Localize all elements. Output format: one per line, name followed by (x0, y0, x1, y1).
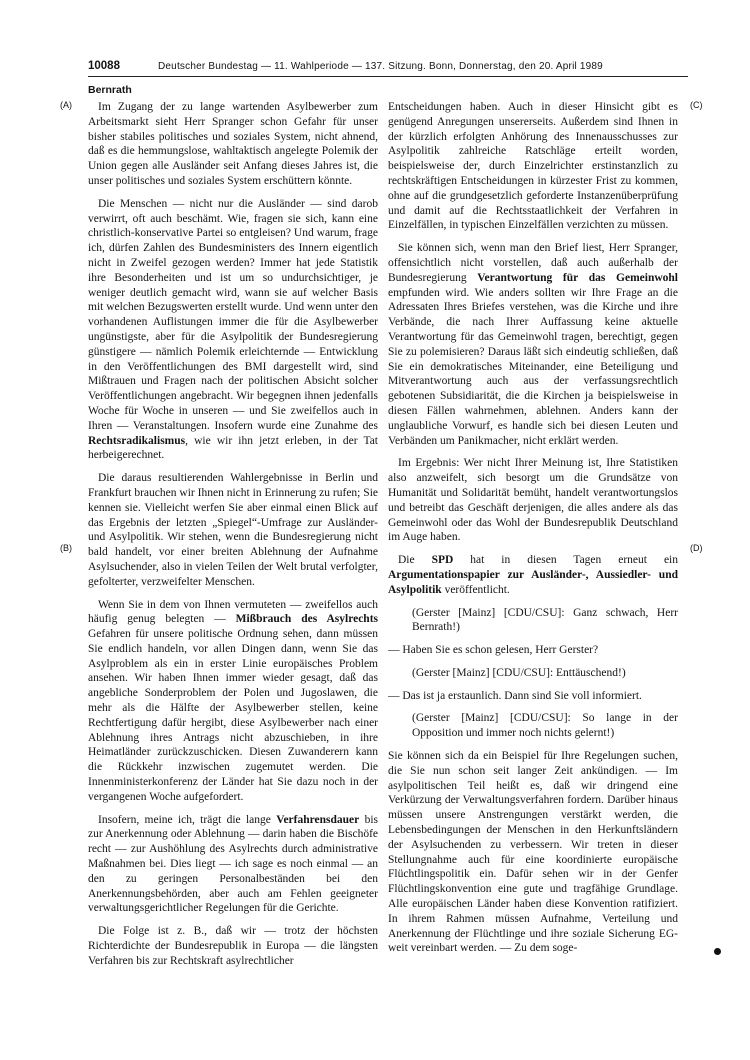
bold-term: Argumentationspapier zur Ausländer-, Aussiedler- und Asylpolitik (388, 568, 678, 596)
page-header (88, 60, 688, 77)
right-column (388, 100, 678, 964)
paragraph: Sie können sich, wenn man den Brief liest, Herr Spranger, offensichtlich nicht vorstellen, daß auch außerhalb der Bundesregierung Verantwortung für das Gemeinwohl empfunden wird. Wie anders sollten wir Ihre Frage an die Adressaten Ihres Briefes verstehen, was die Kirche und ihre Verbände, die nach Ihrer Auffassung keine aktuelle Verantwortung für das Gemeinwohl tragen, berechtigt, gegen Sie zu polemisieren? Daraus läßt sich eindeutig schließen, daß Sie ein demokratisches Miteinander, eine Beteiligung und Mitverantwortung auch aus der verfassungsrechtlich gebotenen Subsidiarität, die die Kirchen ja beispielsweise in diesen Fällen wahrnehmen, ablehnen. Anders kann der unglaubliche Vorwurf, es handle sich bei diesen Leuten und Verbänden um Panikmacher, nicht erklärt werden. (388, 242, 678, 447)
bold-term: Mißbrauch des Asylrechts (235, 613, 378, 626)
running-title: Deutscher Bundestag — 11. Wahlperiode — 137. Sitzung. Bonn, Donnerstag, den 20. April 1989 (158, 61, 603, 72)
paragraph: Insofern, meine ich, trägt die lange Verfahrensdauer bis zur Anerkennung oder Ablehnung — darin haben die Bischöfe recht — zur Aushöhlung des Asylrechts durch administrative Maßnahmen bei. Dies liegt — ich sage es noch einmal — an den zu geringen Personalbeständen bei den Anerkennungsbehörden, aber auch am Fehlen geeigneter verwaltungsgerichtlicher Regelungen für die Gerichte. (88, 813, 379, 915)
bold-term: Verfahrensdauer (276, 813, 360, 826)
page-number: 10088 (88, 60, 120, 72)
paragraph: Entscheidungen haben. Auch in dieser Hinsicht gibt es genügend Anregungen unsererseits. Außerdem sind Ihnen in der kürzlich erfolgten Anhörung des Innenausschusses zur Asylpolitik zahlreiche Ratschläge erteilt worden, beispielsweise der, durch Einzelrichter erstinstanzlich zu rechtskräftigen Entscheidungen in kürzester Frist zu kommen, ohne auf die grundgesetzlich geforderte Instanzenüberprüfung und damit auf die Rechtsstaatlichkeit der Verfahren in Einzelfällen, in typischen Einzelfällen verzichten zu müssen. (388, 101, 678, 232)
reply: — Das ist ja erstaunlich. Dann sind Sie voll informiert. (388, 689, 642, 702)
paragraph: Im Ergebnis: Wer nicht Ihrer Meinung ist, Ihre Statistiken also anzweifelt, sich besorgt um die Grundsätze von Humanität und Solidarität bemüht, handelt verantwortungslos und betreibt das Geschäft derjenigen, die alles andere als das Gemeinwohl oder das Wohl der Bundesrepublik Deutschland im Auge haben. (388, 457, 678, 544)
paragraph: Im Zugang der zu lange wartenden Asylbewerber zum Arbeitsmarkt sieht Herr Spranger schon Gefahr für unser bisher stabiles politisches und soziales System, nicht ahnend, daß es die hemmungslose, wahltaktisch angelegte Polemik der Union gegen alle Ausländer seit Anfang dieses Jahres ist, die unser politisches und soziales System erschüttern könnte. (88, 101, 378, 187)
margin-mark-c: (C) (690, 100, 703, 110)
paragraph: Die Menschen — nicht nur die Ausländer — sind darob verwirrt, oft auch beschämt. Wie, fragen sie sich, kann eine christlich-konservative Partei so entgleisen? Und warum, frage ich, dürfen Zahlen des Bundesministers des Innern eigentlich nicht in Zweifel gezogen werden? Immer hat jede Statistik ihre Besonderheiten und ist um so undurchsichtiger, je weniger deutlich gemacht wird, wann sie auf welcher Basis mit welchen Bezugswerten erstellt wurde. Und wenn unter den vorhandenen Auflistungen immer die für die Asylbewerber ungünstigste, aber für die Asylpolitik der Bundesregierung günstigere — nämlich Polemik erleichternde — Entwicklung in den Veröffentlichungen des BMI dargestellt wird, sind Mißtrauen und Fragen nach der politischen Absicht solcher Veröffentlichungen angebracht. Wir begegnen ihnen jedenfalls Woche für Woche in unseren — und Sie zweifellos auch in Ihren — Veranstaltungen. Insofern wurde eine Zunahme des Rechtsradikalismus, wie wir ihn jetzt erleben, in der Tat herbeigerechnet. (88, 197, 378, 462)
paragraph: Die Folge ist z. B., daß wir — trotz der höchsten Richterdichte der Bundesrepublik in Europa — die längsten Verfahren bis zur Rechtskraft asylrechtlicher (88, 925, 378, 967)
left-column (88, 100, 378, 977)
paragraph: Die daraus resultierenden Wahlergebnisse in Berlin und Frankfurt brauchen wir Ihnen nicht in Erinnerung zu rufen; Sie kennen sie. Vielleicht werfen Sie aber einmal einen Blick auf das Ergebnis der letzten „Spiegel“-Umfrage zur Ausländer- und Asylpolitik. Wir stehen, wenn die Bundesregierung nicht bald handelt, vor einer breiten Ablehnung der Aufnahme Asylsuchender, also in vielen Teilen der Welt brutal verfolgter, gefolterter, verzweifelter Menschen. (88, 472, 378, 588)
bold-term: Verantwortung für das Gemeinwohl (477, 271, 678, 284)
interjection: (Gerster [Mainz] [CDU/CSU]: Enttäuschend!) (412, 666, 626, 679)
interjection: (Gerster [Mainz] [CDU/CSU]: Ganz schwach, Herr Bernrath!) (412, 606, 678, 634)
speaker-name: Bernrath (88, 84, 132, 96)
margin-mark-b: (B) (60, 543, 72, 553)
margin-mark-a: (A) (60, 100, 72, 110)
margin-mark-d: (D) (690, 543, 703, 553)
paragraph: Sie können sich da ein Beispiel für Ihre Regelungen suchen, die Sie nun schon seit langer Zeit ankündigen. — Im asylpolitischen Teil heißt es, daß wir dringend eine Verkürzung der Verwaltungsverfahren fordern. Darüber hinaus müssen unsere Anstrengungen verstärkt werden, die Lebensbedingungen der Menschen in den Herkunftsländern der Asylsuchenden zu verbessern. Wir treten in dieser Stellungnahme auch für eine koordinierte europäische Flüchtlingspolitik ein. Dafür sehen wir in der Genfer Flüchtlingskonvention eine gute und tragfähige Grundlage. Alle europäischen Länder haben diese Konvention ratifiziert. In ihrem Rahmen müssen Aufnahme, Verteilung und Anerkennung der Flüchtlinge und ihre soziale Sicherung EG-weit vereinbart werden. — Zu dem soge- (388, 750, 678, 955)
bold-term: Rechtsradikalismus (88, 434, 186, 447)
margin-dot (714, 948, 721, 955)
reply: — Haben Sie es schon gelesen, Herr Gerster? (388, 644, 599, 657)
bold-term: SPD (431, 554, 454, 567)
paragraph: Wenn Sie in dem von Ihnen vermuteten — zweifellos auch häufig genug belegten — Mißbrauch des Asylrechts Gefahren für unsere politische Ordnung sehen, dann müssen Sie endlich handeln, vor allen Dingen dann, wenn Sie das Asylproblem als ein in erster Linie europäisches Problem ansehen. Wir haben Ihnen immer wieder gesagt, daß das angebliche Sonderproblem der Polen und Jugoslawen, die mehr als die Hälfte der Asylbewerber stellen, keine Rechtfertigung dafür hergibt, diese Asylbewerber nach einer Ablehnung ihres Antrags nicht abzuschieben, in ihre Heimatländer zurückzuschicken. Diesen Zuwanderern kann die Rückkehr inzwischen zugemutet werden. Die Innenministerkonferenz der Länder hat Sie dazu noch in der vergangenen Woche aufgefordert. (88, 598, 378, 803)
paragraph: Die SPD hat in diesen Tagen erneut ein Argumentationspapier zur Ausländer-, Aussiedler- und Asylpolitik veröffentlicht. (388, 554, 678, 596)
interjection: (Gerster [Mainz] [CDU/CSU]: So lange in der Opposition und immer noch nichts gelernt!) (412, 712, 678, 740)
